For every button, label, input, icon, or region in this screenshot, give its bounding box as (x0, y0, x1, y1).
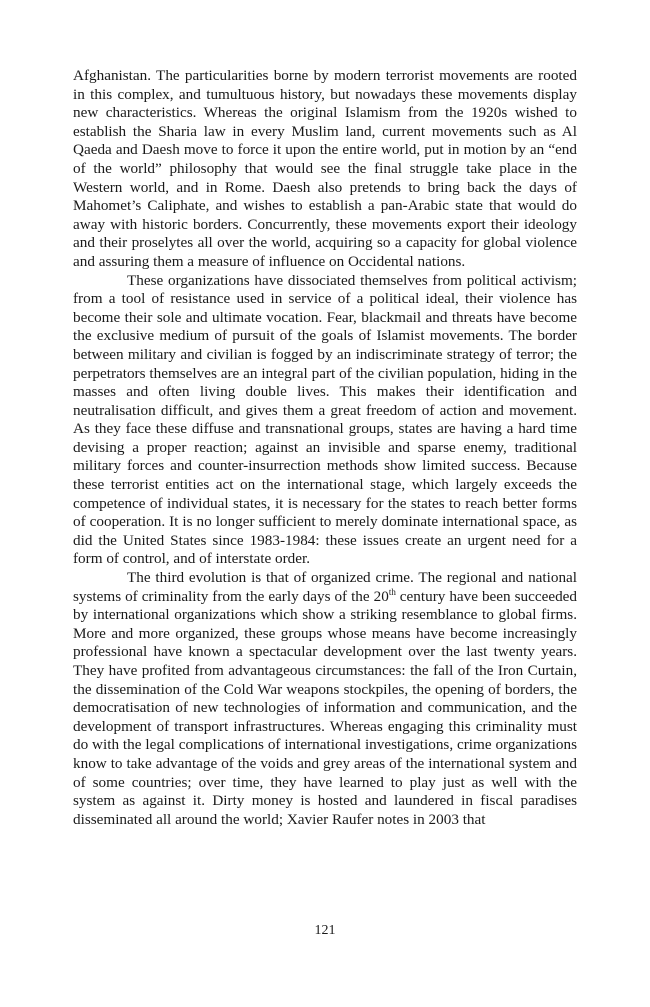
paragraph-3 (73, 569, 577, 829)
paragraph-3-text-start: The third evolution is that of organized crime. The regional and national systems of criminality from the early days of the 20 (73, 569, 577, 605)
paragraph-2: These organizations have dissociated themselves from political activism; from a tool of resistance used in service of a political ideal, their violence has become their sole and ultimate vocation. Fear, blackmail and threats have become the exclusive medium of pursuit of the goals of Islamist movements. The border between military and civilian is fogged by an indiscriminate strategy of terror; the perpetrators themselves are an integral part of the civilian population, hiding in the masses and often living double lives. This makes their identification and neutralisation difficult, and gives them a great freedom of action and movement. As they face these diffuse and transnational groups, states are having a hard time devising a proper reaction; against an invisible and sparse enemy, traditional military forces and counter-insurrection methods show limited success. Because these terrorist entities act on the international stage, which largely exceeds the competence of individual states, it is necessary for the states to reach better forms of cooperation. It is no longer sufficient to merely dominate international space, as did the United States since 1983-1984: these issues create an urgent need for a form of control, and of interstate order. (73, 271, 577, 568)
paragraph-3-superscript: th (388, 586, 396, 597)
page-number: 121 (314, 923, 336, 938)
paragraph-3-text-end: century have been succeeded by international organizations which show a striking resemblance to global firms. More and more organized, these groups whose means have become increasingly professional have known a spectacular development over the last twenty years. They have profited from advantageous circumstances: the fall of the Iron Curtain, the dissemination of the Cold War weapons stockpiles, the opening of borders, the democratisation of new technologies of information and communication, and the development of transport infrastructures. Whereas engaging this criminality must do with the legal complications of international investigations, crime organizations know to take advantage of the voids and grey areas of the international system and of some countries; over time, they have learned to play just as well with the system as against it. Dirty money is hosted and laundered in fiscal paradises disseminated all around the world; Xavier Raufer notes in 2003 that (73, 587, 577, 828)
paragraph-1: Afghanistan. The particularities borne by modern terrorist movements are rooted in this complex, and tumultuous history, but nowadays these movements display new characteristics. Whereas the original Islamism from the 1920s wished to establish the Sharia law in every Muslim land, current movements such as Al Qaeda and Daesh move to force it upon the entire world, put in motion by an “end of the world” philosophy that would see the final struggle take place in the Western world, and in Rome. Daesh also pretends to bring back the days of Mahomet’s Caliphate, and wishes to establish a pan-Arabic state that would do away with historic borders. Concurrently, these movements export their ideology and their proselytes all over the world, acquiring so a capacity for global violence and assuring them a measure of influence on Occidental nations. (73, 67, 577, 270)
body-text (73, 67, 577, 829)
